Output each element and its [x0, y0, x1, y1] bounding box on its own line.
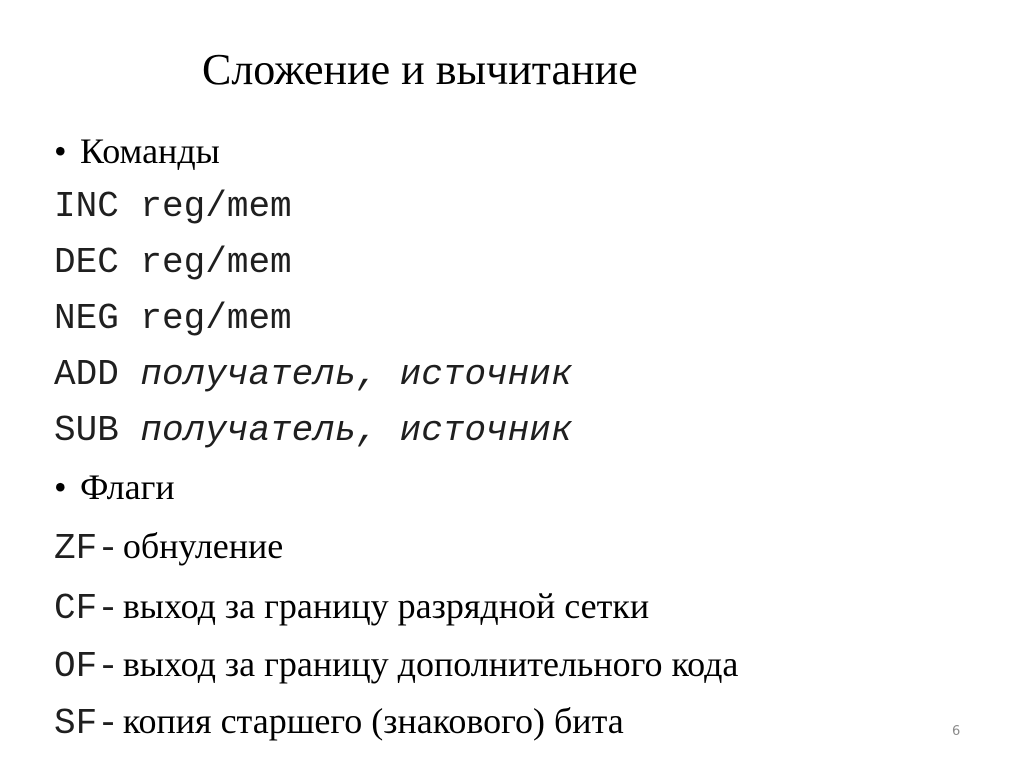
flag-name: CF-	[54, 588, 119, 629]
page-number: 6	[952, 724, 961, 739]
flag-line-zf	[54, 524, 283, 576]
flag-description: выход за границу дополнительного кода	[122, 644, 739, 684]
bullet-icon: •	[54, 131, 67, 171]
slide-title: Сложение и вычитание	[202, 45, 638, 94]
bullet-commands	[54, 129, 220, 173]
command-op: ADD	[54, 354, 119, 395]
flag-name: OF-	[54, 646, 119, 687]
command-args: reg/mem	[140, 186, 292, 227]
flag-name: ZF-	[54, 528, 119, 569]
command-line-sub	[54, 409, 573, 453]
command-op: SUB	[54, 410, 119, 451]
command-line-inc	[54, 185, 292, 229]
bullet-icon: •	[54, 467, 67, 507]
flag-name: SF-	[54, 703, 119, 744]
command-line-add	[54, 353, 573, 397]
flag-description: копия старшего (знакового) бита	[122, 701, 624, 741]
flag-line-of	[54, 642, 738, 694]
flag-description: обнуление	[122, 526, 284, 566]
flag-line-sf	[54, 699, 624, 751]
command-args: reg/mem	[140, 298, 292, 339]
flags-heading: Флаги	[80, 467, 175, 507]
commands-heading: Команды	[80, 131, 220, 171]
command-args: получатель, источник	[140, 410, 573, 451]
flag-description: выход за границу разрядной сетки	[122, 586, 650, 626]
command-op: NEG	[54, 298, 119, 339]
command-line-dec	[54, 241, 292, 285]
command-op: DEC	[54, 242, 119, 283]
flag-line-cf	[54, 584, 649, 636]
command-line-neg	[54, 297, 292, 341]
command-args: получатель, источник	[140, 354, 573, 395]
bullet-flags	[54, 465, 175, 509]
command-args: reg/mem	[140, 242, 292, 283]
command-op: INC	[54, 186, 119, 227]
